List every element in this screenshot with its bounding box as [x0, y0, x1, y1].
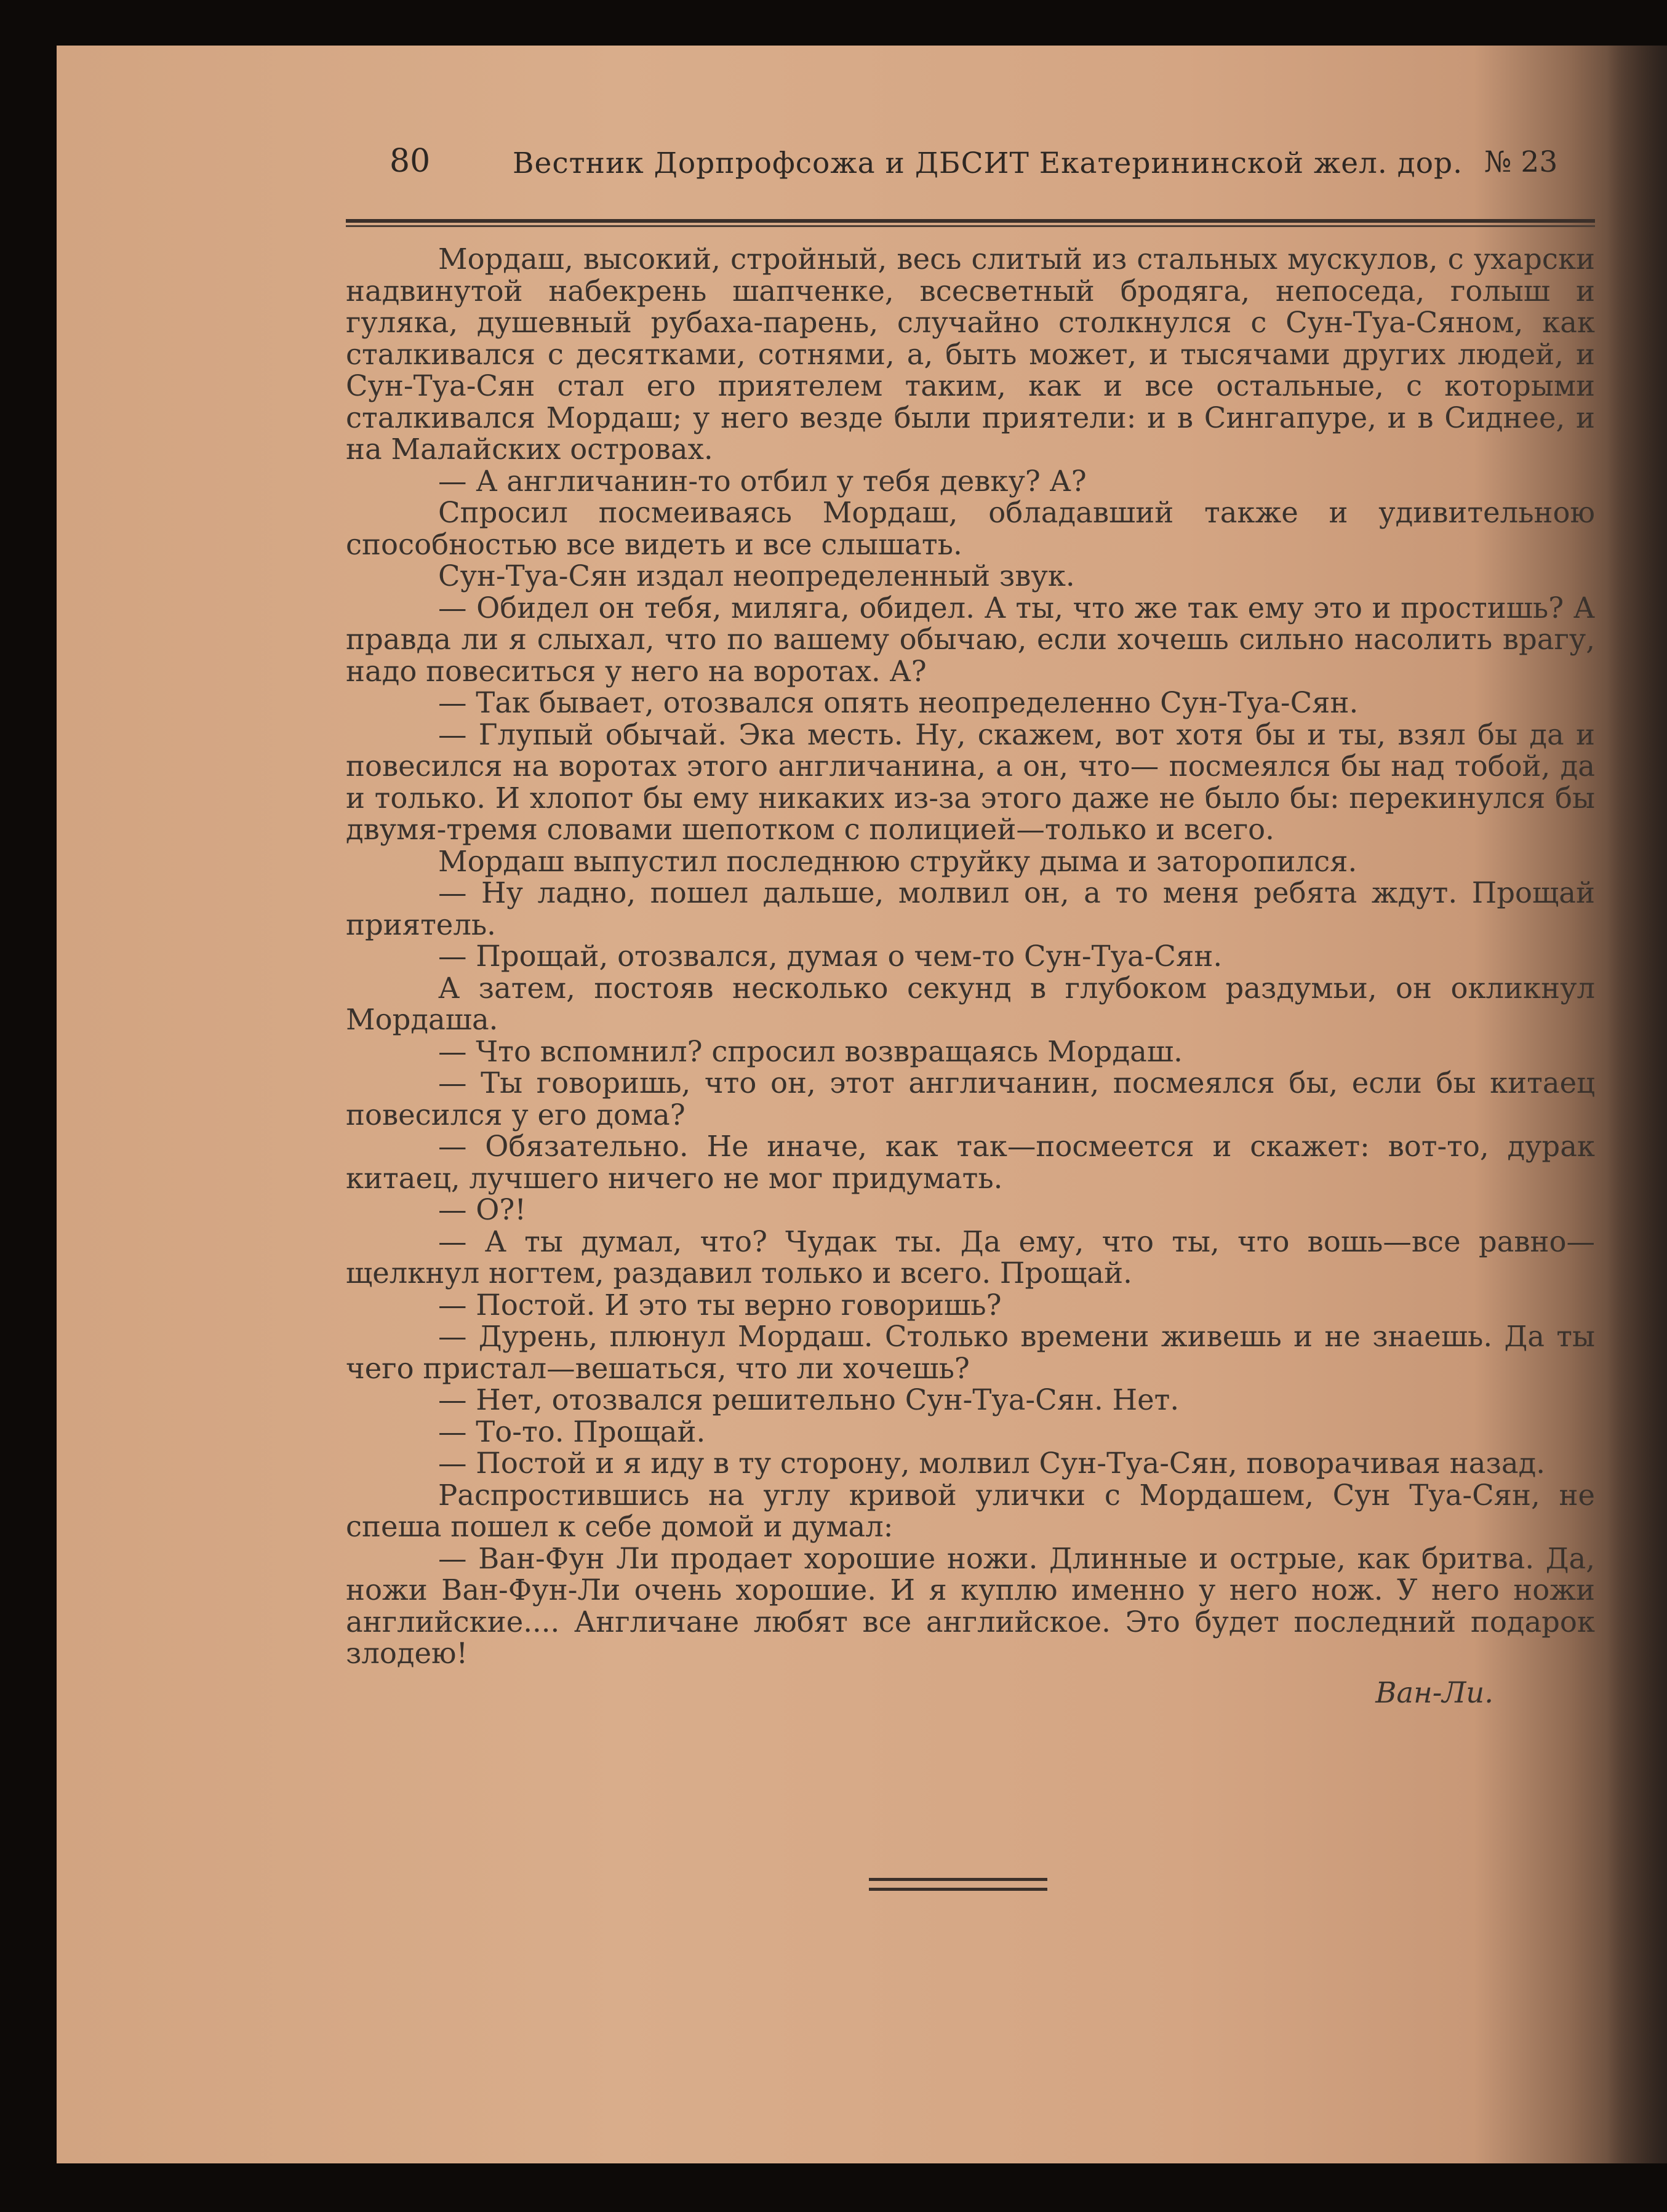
paragraph: Спросил посмеиваясь Мордаш, обладавший также и удивительною способностью все видеть и все слышать.	[346, 496, 1595, 561]
paragraph: — Ван-Фун Ли продает хорошие ножи. Длинные и острые, как бритва. Да, ножи Ван-Фун-Ли очень хорошие. И я куплю именно у него нож. У него ножи английские.... Англичане любят все английское. Это будет последний подарок злодею!	[346, 1541, 1595, 1670]
header-rule-thin	[346, 225, 1595, 227]
paragraph: Сун-Туа-Сян издал неопределенный звук.	[438, 559, 1075, 593]
paragraph: А затем, постояв несколько секунд в глубоком раздумьи, он окликнул Мордаша.	[346, 971, 1595, 1036]
paragraph: — Ну ладно, пошел дальше, молвил он, а то меня ребята ждут. Прощай приятель.	[346, 876, 1595, 941]
paragraph: — Глупый обычай. Эка месть. Ну, скажем, вот хотя бы и ты, взял бы да и повесился на воротах этого англичанина, а он, что— посмеялся бы над тобой, да и только. И хлопот бы ему никаких из-за этого даже не было бы: перекинулся бы двумя-тремя словами шепотком с полицией—только и всего.	[346, 717, 1595, 846]
issue-number: № 23	[1484, 145, 1558, 179]
paragraph: — Прощай, отозвался, думая о чем-то Сун-Туа-Сян.	[438, 940, 1223, 973]
paragraph: — Так бывает, отозвался опять неопределенно Сун-Туа-Сян.	[438, 686, 1359, 719]
paragraph: Мордаш, высокий, стройный, весь слитый из стальных мускулов, с ухарски надвинутой набекрень шапченке, всесветный бродяга, непоседа, голыш и гуляка, душевный рубаха-парень, случайно столкнулся с Сун-Туа-Сяном, как сталкивался с десятками, сотнями, а, быть может, и тысячами других людей, и Сун-Туа-Сян стал его приятелем таким, как и все остальные, с которыми сталкивался Мордаш; у него везде были приятели: и в Сингапуре, и в Сиднее, и на Малайских островах.	[346, 242, 1595, 466]
binding-shadow	[1607, 46, 1667, 2163]
page-sheet	[57, 46, 1667, 2163]
end-rule	[869, 1878, 1047, 1881]
paragraph: — Что вспомнил? спросил возвращаясь Мордаш.	[438, 1034, 1183, 1068]
running-header	[287, 138, 1598, 188]
article-body	[346, 244, 1595, 1709]
paragraph: — Нет, отозвался решительно Сун-Туа-Сян. Нет.	[438, 1383, 1180, 1416]
end-rule-second	[869, 1888, 1047, 1891]
page-number: 80	[390, 143, 431, 180]
paragraph: — О?!	[438, 1193, 527, 1226]
paragraph: Мордаш выпустил последнюю струйку дыма и заторопился.	[438, 844, 1357, 878]
header-rule	[346, 219, 1595, 223]
paragraph: — Обязательно. Не иначе, как так—посмеется и скажет: вот-то, дурак китаец, лучшего ничего не мог придумать.	[346, 1130, 1595, 1195]
paragraph: — Дурень, плюнул Мордаш. Столько времени живешь и не знаешь. Да ты чего пристал—вешаться, что ли хочешь?	[346, 1320, 1595, 1385]
paragraph: Распростившись на углу кривой улички с Мордашем, Сун Туа-Сян, не спеша пошел к себе домой и думал:	[346, 1478, 1595, 1543]
paragraph: — Постой и я иду в ту сторону, молвил Сун-Туа-Сян, поворачивая назад.	[438, 1447, 1546, 1480]
paragraph: — Ты говоришь, что он, этот англичанин, посмеялся бы, если бы китаец повесился у его дома?	[346, 1066, 1595, 1132]
paragraph: — То-то. Прощай.	[438, 1415, 706, 1448]
paragraph: — Постой. И это ты верно говоришь?	[438, 1288, 1002, 1322]
journal-title: Вестник Дорпрофсожа и ДБСИТ Екатерининской жел. дор.	[513, 146, 1463, 180]
paragraph: — А ты думал, что? Чудак ты. Да ему, что ты, что вошь—все равно—щелкнул ногтем, раздавил только и всего. Прощай.	[346, 1224, 1595, 1290]
paragraph: — Обидел он тебя, миляга, обидел. А ты, что же так ему это и простишь? А правда ли я слыхал, что по вашему обычаю, если хочешь сильно насолить врагу, надо повеситься у него на воротах. А?	[346, 591, 1595, 688]
paragraph: — А англичанин-то отбил у тебя девку? А?	[438, 464, 1087, 498]
author-signature: Ван-Ли.	[1375, 1675, 1493, 1709]
